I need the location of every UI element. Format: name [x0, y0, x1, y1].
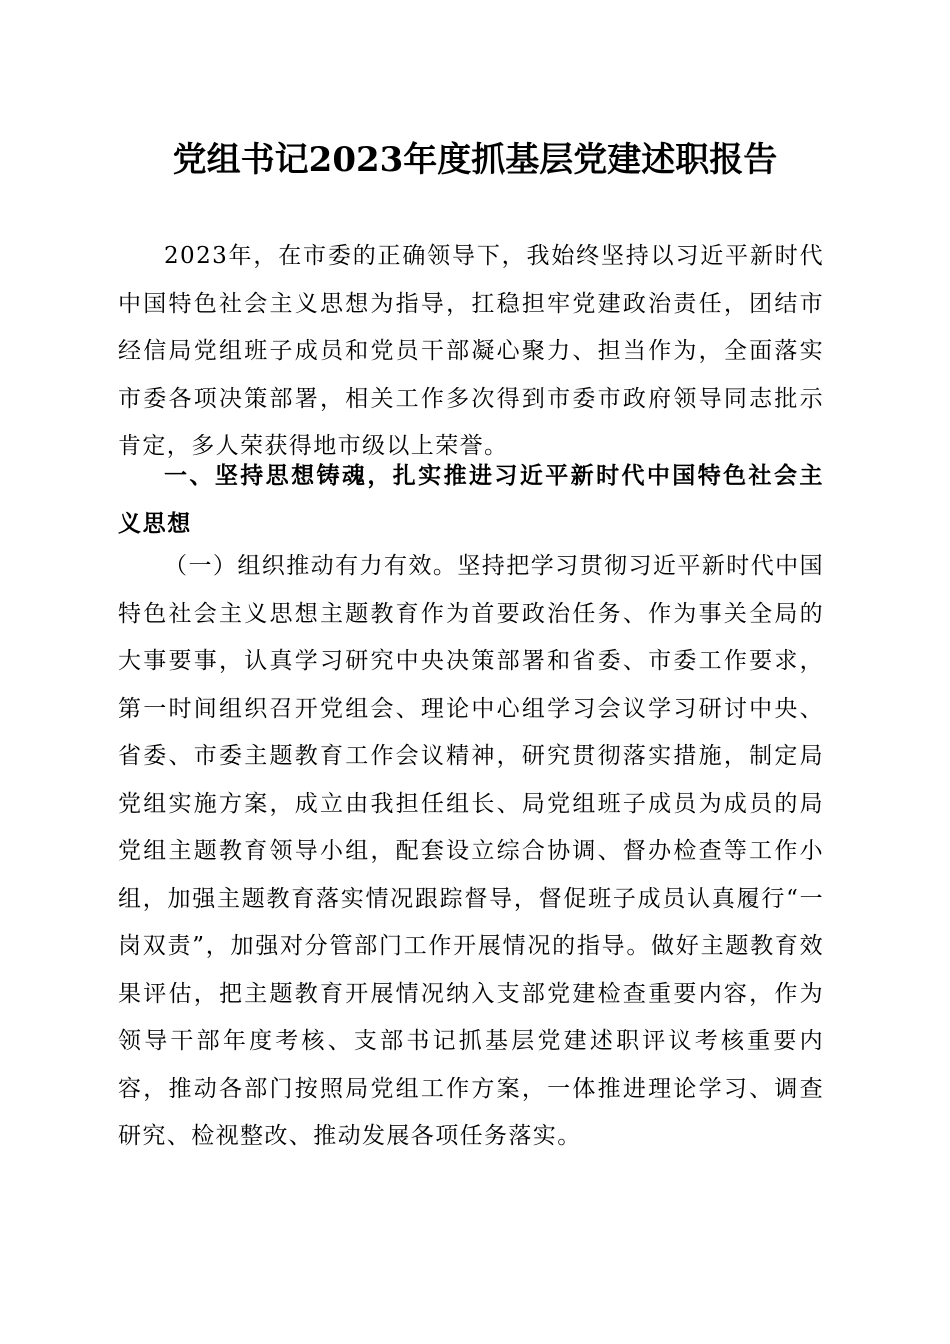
document-title: 党组书记2023年度抓基层党建述职报告 [172, 140, 778, 180]
subsection-lead: （一）组织推动有力有效。 [164, 553, 458, 579]
intro-text: 2023年，在市委的正确领导下，我始终坚持以习近平新时代中国特色社会主义思想为指导，扛稳担牢党建政治责任，团结市经信局党组班子成员和党员干部凝心聚力、担当作为，全面落实市委各项决策部署，相关工作多次得到市委市政府领导同志批示肯定，多人荣获得地市级以上荣誉。 [118, 243, 824, 459]
section-heading-1: 一、坚持思想铸魂，扎实推进习近平新时代中国特色社会主义思想 [118, 463, 824, 537]
subsection-text: 坚持把学习贯彻习近平新时代中国特色社会主义思想主题教育作为首要政治任务、作为事关全局的大事要事，认真学习研究中央决策部署和省委、市委工作要求，第一时间组织召开党组会、理论中心组学习会议学习研讨中央、省委、市委主题教育工作会议精神，研究贯彻落实措施，制定局党组实施方案，成立由我担任组长、局党组班子成员为成员的局党组主题教育领导小组，配套设立综合协调、督办检查等工作小组，加强主题教育落实情况跟踪督导，督促班子成员认真履行“一岗双责”，加强对分管部门工作开展情况的指导。做好主题教育效果评估，把主题教育开展情况纳入支部党建检查重要内容，作为领导干部年度考核、支部书记抓基层党建述职评议考核重要内容，推动各部门按照局党组工作方案，一体推进理论学习、调查研究、检视整改、推动发展各项任务落实。 [118, 553, 824, 1149]
subsection-paragraph-1 [118, 543, 824, 1161]
intro-paragraph [118, 233, 824, 471]
